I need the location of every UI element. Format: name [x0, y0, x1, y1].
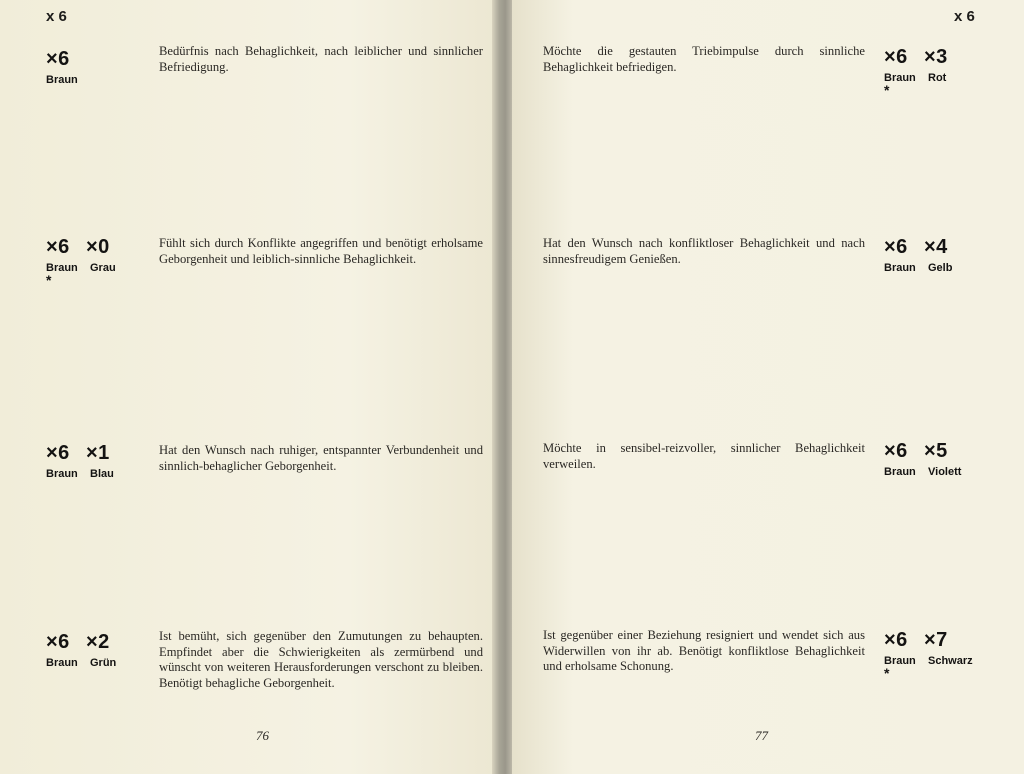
color-code-entry-4	[46, 631, 116, 669]
code-number-primary: ×6	[884, 236, 908, 258]
page-number-left: 76	[256, 728, 269, 743]
asterisk-mark: *	[46, 272, 52, 288]
code-number-secondary: ×0	[86, 236, 110, 258]
color-code-entry-7	[884, 440, 961, 478]
code-number-primary: ×6	[884, 46, 908, 68]
color-name-primary: Braun	[46, 262, 78, 274]
right-page	[512, 0, 1024, 774]
code-number-secondary: ×5	[924, 440, 948, 462]
code-number-secondary: ×2	[86, 631, 110, 653]
color-code-entry-2	[46, 236, 116, 286]
code-number-primary: ×6	[884, 629, 908, 651]
color-name-primary: Braun	[884, 655, 916, 667]
color-name-primary: Braun	[884, 466, 916, 478]
color-name-primary: Braun	[884, 262, 916, 274]
code-number-secondary: ×3	[924, 46, 948, 68]
code-number-primary: ×6	[46, 631, 70, 653]
entry-text-2: Fühlt sich durch Konflikte angegriffen und benötigt erholsame Geborgenheit und leiblich-sinnliche Behaglichkeit.	[159, 236, 483, 266]
asterisk-mark: *	[884, 665, 890, 681]
color-code-entry-5	[884, 46, 948, 96]
code-number-primary: ×6	[46, 236, 70, 258]
running-head-left: x 6	[46, 8, 67, 25]
color-code-entry-3	[46, 442, 114, 480]
color-name-secondary: Rot	[928, 72, 947, 84]
asterisk-mark: *	[884, 82, 890, 98]
code-number-secondary: ×1	[86, 442, 110, 464]
left-page	[0, 0, 498, 774]
entry-text-5: Möchte die gestauten Triebimpulse durch sinnliche Behaglichkeit befriedigen.	[543, 44, 865, 74]
running-head-right: x 6	[954, 8, 975, 25]
color-name-secondary: Schwarz	[928, 655, 973, 667]
entry-text-7: Möchte in sensibel-reizvoller, sinnlicher Behaglichkeit verweilen.	[543, 441, 865, 471]
color-name-secondary: Grau	[90, 262, 116, 274]
entry-text-3: Hat den Wunsch nach ruhiger, entspannter Verbundenheit und sinnlich-behaglicher Geborgenheit.	[159, 443, 483, 473]
color-name-primary: Braun	[46, 74, 78, 86]
code-number-primary: ×6	[46, 48, 70, 70]
color-name-primary: Braun	[46, 468, 78, 480]
code-number-secondary: ×7	[924, 629, 948, 651]
color-name-primary: Braun	[46, 657, 78, 669]
color-code-entry-6	[884, 236, 952, 274]
entry-text-6: Hat den Wunsch nach konfliktloser Behaglichkeit und nach sinnesfreudigem Genießen.	[543, 236, 865, 266]
color-name-secondary: Grün	[90, 657, 117, 669]
color-code-entry-1	[46, 48, 90, 86]
entry-text-1: Bedürfnis nach Behaglichkeit, nach leiblicher und sinnlicher Befriedigung.	[159, 44, 483, 74]
entry-text-4: Ist bemüht, sich gegenüber den Zumutungen zu behaupten. Empfindet aber die Schwierigkeiten als zermürbend und wünscht von weiteren Herausforderungen verschont zu bleiben. Benötigt behagliche Geborgenheit.	[159, 629, 483, 690]
color-code-entry-8	[884, 629, 973, 679]
color-name-secondary: Violett	[928, 466, 962, 478]
entry-text-8: Ist gegenüber einer Beziehung resigniert und wendet sich aus Widerwillen von ihr ab. Benötigt konfliktlose Behaglichkeit und erholsame Schonung.	[543, 628, 865, 673]
color-name-secondary: Gelb	[928, 262, 953, 274]
code-number-primary: ×6	[884, 440, 908, 462]
code-number-secondary: ×4	[924, 236, 948, 258]
code-number-primary: ×6	[46, 442, 70, 464]
page-number-right: 77	[755, 728, 768, 743]
color-name-primary: Braun	[884, 72, 916, 84]
color-name-secondary: Blau	[90, 468, 114, 480]
